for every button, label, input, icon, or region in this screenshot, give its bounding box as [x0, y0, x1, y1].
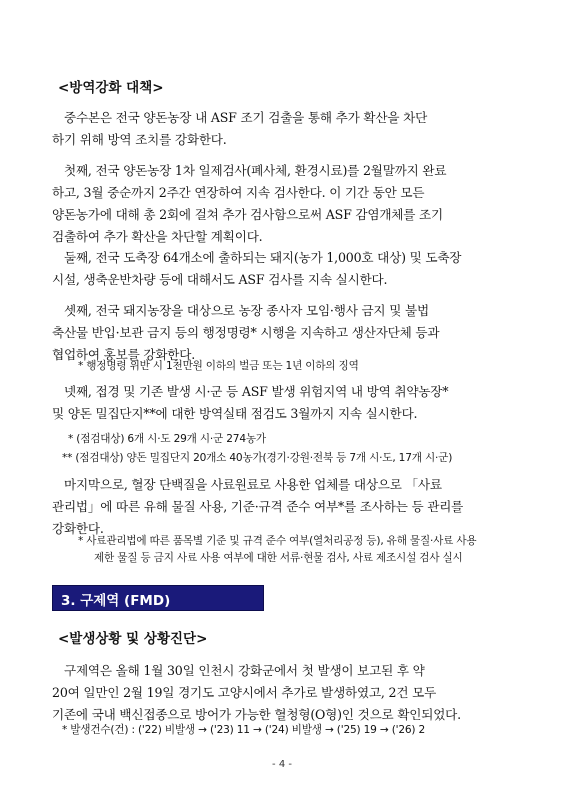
line: 셋째, 전국 돼지농장을 대상으로 농장 종사자 모임·행사 금지 및 불법 [64, 303, 429, 318]
heading-situation: <발생상황 및 상황진단> [58, 631, 208, 647]
line: 마지막으로, 혈장 단백질을 사료원료로 사용한 업체를 대상으로 「사료 [64, 477, 442, 492]
line: 하기 위해 방역 조치를 강화한다. [52, 132, 227, 147]
line: 및 양돈 밀집단지**에 대한 방역실태 점검도 3월까지 지속 실시한다. [52, 406, 418, 421]
line: 20여 일만인 2월 19일 경기도 고양시에서 추가로 발생하였고, 2건 모두 [52, 685, 437, 700]
paragraph-fmd [52, 660, 522, 726]
line: 첫째, 전국 양돈농장 1차 일제검사(폐사체, 환경시료)를 2월말까지 완료 [64, 163, 447, 178]
line: 중수본은 전국 양돈농장 내 ASF 조기 검출을 통해 추가 확산을 차단 [64, 110, 428, 125]
paragraph-fourth [52, 381, 522, 425]
heading-quarantine-measures: <방역강화 대책> [58, 80, 164, 96]
paragraph-second [52, 247, 522, 291]
line: 강화한다. [52, 521, 104, 536]
line: 시설, 생축운반차량 등에 대해서도 ASF 검사를 지속 실시한다. [52, 272, 388, 287]
line: 협업하여 홍보를 강화한다. [52, 347, 196, 362]
paragraph-last [52, 474, 522, 540]
footnote-last-2: 제한 물질 등 금지 사료 사용 여부에 대한 서류·현물 검사, 사료 제조시설 검사 실시 [94, 552, 463, 564]
line: 양돈농가에 대해 총 2회에 걸쳐 추가 검사함으로써 ASF 감염개체를 조기 [52, 207, 443, 222]
footnote-fourth-2: ** (점검대상) 양돈 밀집단지 20개소 40농가(경기·강원·전북 등 7개 시·도, 17개 시·군) [62, 452, 453, 464]
footnote-fmd: * 발생건수(건) : ('22) 비발생 → ('23) 11 → ('24) 비발생 → ('25) 19 → ('26) 2 [62, 724, 426, 736]
line: 기존에 국내 백신접종으로 방어가 가능한 혈청형(O형)인 것으로 확인되었다. [52, 707, 461, 722]
line: 관리법」에 따른 유해 물질 사용, 기준·규격 준수 여부*를 조사하는 등 관리를 [52, 499, 464, 514]
line: 하고, 3월 중순까지 2주간 연장하여 지속 검사한다. 이 기간 동안 모든 [52, 185, 425, 200]
footnote-third: * 행정명령 위반 시 1천만원 이하의 벌금 또는 1년 이하의 징역 [78, 360, 359, 372]
line: 둘째, 전국 도축장 64개소에 출하되는 돼지(농가 1,000호 대상) 및 도축장 [64, 250, 462, 265]
section-title: 3. 구제역 (FMD) [61, 593, 171, 609]
line: 넷째, 접경 및 기존 발생 시·군 등 ASF 발생 위험지역 내 방역 취약농장* [64, 384, 449, 399]
section-header-fmd [52, 585, 264, 611]
paragraph-third [52, 300, 522, 366]
footnote-last-1: * 사료관리법에 따른 품목별 기준 및 규격 준수 여부(열처리공정 등), 유해 물질·사료 사용 [78, 535, 477, 547]
footnote-fourth-1: * (점검대상) 6개 시·도 29개 시·군 274농가 [68, 433, 266, 445]
page-number: - 4 - [272, 759, 292, 770]
paragraph-first [52, 160, 522, 248]
line: 구제역은 올해 1월 30일 인천시 강화군에서 첫 발생이 보고된 후 약 [64, 663, 425, 678]
paragraph-intro [52, 107, 522, 151]
line: 축산물 반입·보관 금지 등의 행정명령* 시행을 지속하고 생산자단체 등과 [52, 325, 440, 340]
line: 검출하여 추가 확산을 차단할 계획이다. [52, 229, 263, 244]
